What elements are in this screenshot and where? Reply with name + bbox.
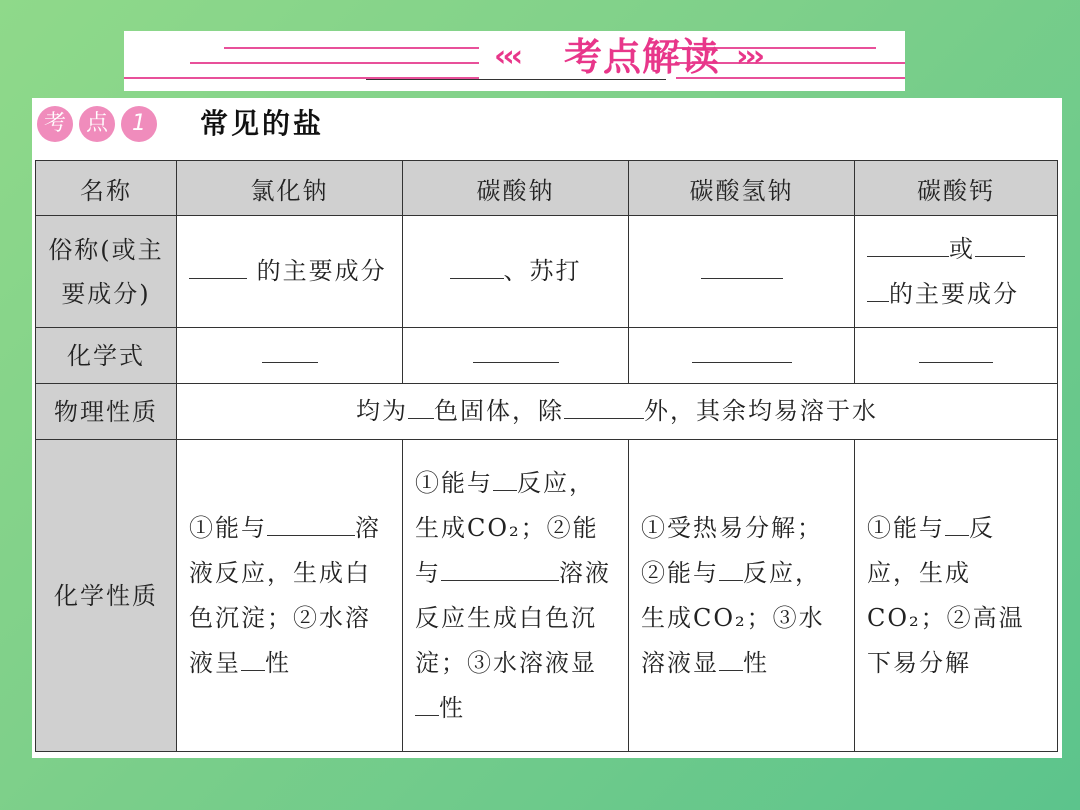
- cell-nacl-chemical: [177, 440, 403, 752]
- header-nacl: 氯化钠: [177, 161, 403, 216]
- banner-rule-left-2: [190, 62, 479, 64]
- banner-left-arrows: ‹‹‹: [494, 39, 520, 74]
- cell-text: ①受热易分解；②能与: [641, 513, 823, 587]
- banner-right-arrows: ›››: [736, 39, 762, 74]
- cell-text: 性: [439, 693, 465, 722]
- blank: [692, 336, 792, 363]
- cell-physical: [177, 384, 1058, 440]
- blank: [473, 336, 559, 363]
- cell-text: 或: [949, 234, 975, 263]
- tag-char-3: 1: [121, 106, 157, 142]
- header-caco3: 碳酸钙: [855, 161, 1058, 216]
- cell-text: 的主要成分: [256, 257, 387, 285]
- blank: [719, 554, 743, 581]
- blank: [919, 336, 993, 363]
- salt-table: [35, 160, 1058, 752]
- cell-text: 均为: [356, 397, 408, 425]
- cell-text: 外，其余均易溶于水: [644, 397, 878, 425]
- header-row: [36, 161, 1058, 216]
- banner-rule-left-1: [224, 47, 479, 49]
- cell-na2co3-common-name: [403, 216, 629, 328]
- banner-title: 考点解读: [563, 35, 720, 79]
- cell-text: 的主要成分: [889, 279, 1019, 308]
- cell-caco3-common-name: [855, 216, 1058, 328]
- cell-text: 反应，生成CO₂；②能与: [415, 468, 599, 587]
- content-card: [32, 98, 1062, 758]
- tag-char-1: 考: [37, 106, 73, 142]
- cell-nahco3-formula: [629, 328, 855, 384]
- blank: [867, 275, 889, 302]
- blank: [408, 392, 434, 419]
- blank: [867, 230, 949, 257]
- blank: [262, 336, 318, 363]
- row-label-chemical: 化学性质: [36, 440, 177, 752]
- header-nahco3: 碳酸氢钠: [629, 161, 855, 216]
- row-label-physical: 物理性质: [36, 384, 177, 440]
- blank: [719, 644, 743, 671]
- common-name-row: [36, 216, 1058, 328]
- cell-text: 溶液反应生成白色沉淀；③水溶液显: [415, 558, 611, 677]
- cell-caco3-chemical: [855, 440, 1058, 752]
- cell-text: 、苏打: [503, 257, 582, 285]
- chemical-row: [36, 440, 1058, 752]
- row-label-formula: 化学式: [36, 328, 177, 384]
- banner-title-underline: [366, 79, 666, 80]
- cell-na2co3-formula: [403, 328, 629, 384]
- blank: [945, 509, 969, 536]
- blank: [564, 392, 644, 419]
- blank: [189, 252, 247, 279]
- cell-text: ①能与: [867, 513, 945, 542]
- blank: [701, 252, 783, 279]
- blank: [241, 644, 265, 671]
- formula-row: [36, 328, 1058, 384]
- blank: [441, 554, 559, 581]
- cell-nacl-formula: [177, 328, 403, 384]
- blank: [975, 230, 1025, 257]
- cell-nahco3-common-name: [629, 216, 855, 328]
- blank: [415, 689, 439, 716]
- blank: [493, 464, 517, 491]
- cell-text: ①能与: [189, 513, 267, 542]
- cell-text: 溶液反应，生成白色沉淀；②水溶液呈: [189, 513, 381, 677]
- cell-text: 性: [743, 648, 769, 677]
- tag-char-2: 点: [79, 106, 115, 142]
- cell-text: 反应，生成CO₂；③水溶液显: [641, 558, 825, 677]
- cell-text: 色固体，除: [434, 397, 564, 425]
- cell-na2co3-chemical: [403, 440, 629, 752]
- section-banner: [124, 31, 905, 91]
- cell-text: 性: [265, 648, 291, 677]
- cell-caco3-formula: [855, 328, 1058, 384]
- header-na2co3: 碳酸钠: [403, 161, 629, 216]
- section-title: 常见的盐: [200, 107, 325, 140]
- header-name: 名称: [36, 161, 177, 216]
- row-label-common-name: 俗称(或主要成分): [36, 216, 177, 328]
- physical-row: [36, 384, 1058, 440]
- cell-text: 反应，生成CO₂；②高温下易分解: [867, 513, 1025, 677]
- blank: [450, 252, 504, 279]
- blank: [267, 509, 355, 536]
- cell-nacl-common-name: [177, 216, 403, 328]
- cell-text: ①能与: [415, 468, 493, 497]
- cell-nahco3-chemical: [629, 440, 855, 752]
